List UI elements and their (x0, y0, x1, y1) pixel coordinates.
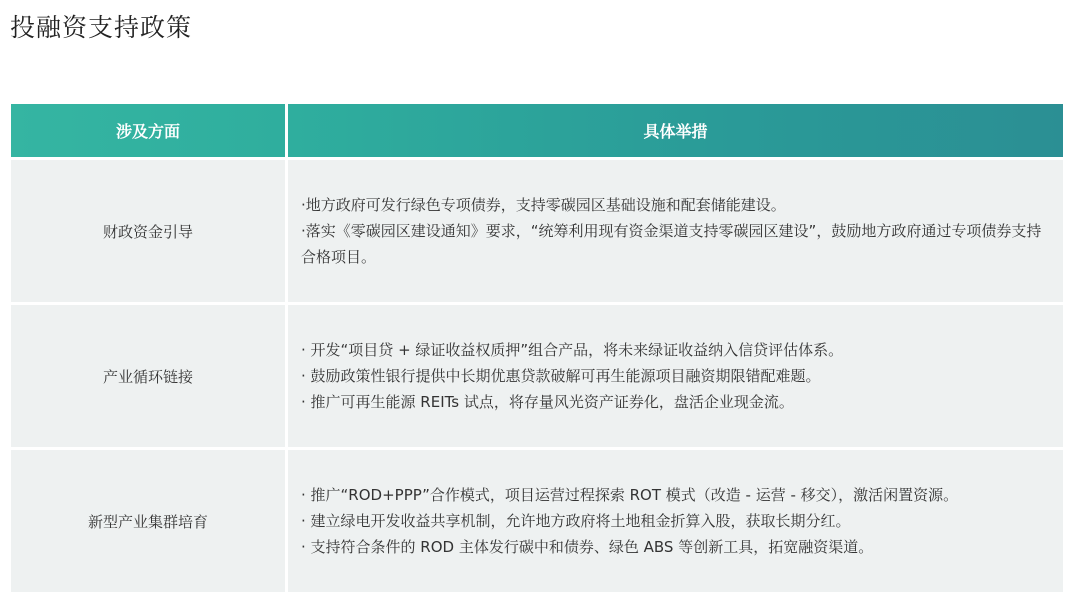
column-header-aspect: 涉及方面 (11, 104, 285, 157)
table-row (11, 305, 1063, 447)
measure-item: · 建立绿电开发收益共享机制，允许地方政府将土地租金折算入股，获取长期分红。 (301, 512, 851, 530)
table-header-row (11, 104, 1063, 157)
measure-item: · 鼓励政策性银行提供中长期优惠贷款破解可再生能源项目融资期限错配难题。 (301, 367, 821, 385)
measure-item: · 开发“项目贷 + 绿证收益权质押”组合产品，将未来绿证收益纳入信贷评估体系。 (301, 341, 844, 359)
measure-item: · 支持符合条件的 ROD 主体发行碳中和债券、绿色 ABS 等创新工具，拓宽融资渠道。 (301, 538, 874, 556)
measures-cell (288, 160, 1063, 302)
measures-cell (288, 305, 1063, 447)
page-title: 投融资支持政策 (10, 13, 193, 42)
policy-table (8, 101, 1066, 595)
measure-item: · 推广“ROD+PPP”合作模式，项目运营过程探索 ROT 模式（改造 - 运营 - 移交），激活闲置资源。 (301, 486, 959, 504)
table-row (11, 160, 1063, 302)
aspect-cell: 财政资金引导 (11, 160, 285, 302)
measure-item: ·地方政府可发行绿色专项债券，支持零碳园区基础设施和配套储能建设。 (301, 196, 786, 214)
measure-item: · 推广可再生能源 REITs 试点，将存量风光资产证券化，盘活企业现金流。 (301, 393, 794, 411)
measures-cell (288, 450, 1063, 592)
table-row (11, 450, 1063, 592)
aspect-cell: 产业循环链接 (11, 305, 285, 447)
aspect-cell: 新型产业集群培育 (11, 450, 285, 592)
column-header-measures: 具体举措 (288, 104, 1063, 157)
measure-item: ·落实《零碳园区建设通知》要求，“统筹利用现有资金渠道支持零碳园区建设”，鼓励地方政府通过专项债券支持合格项目。 (301, 222, 1042, 266)
